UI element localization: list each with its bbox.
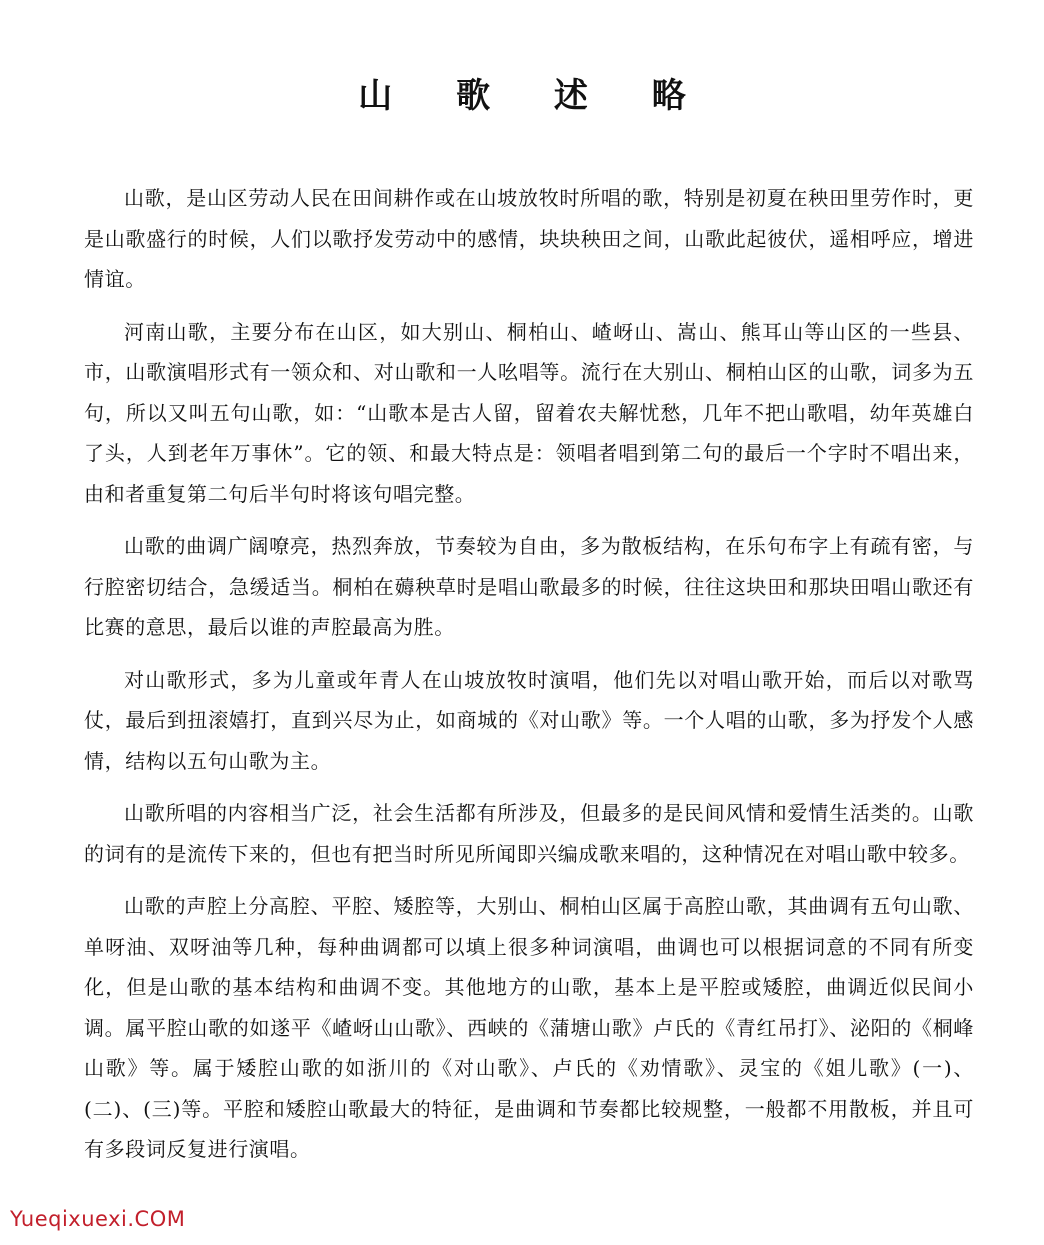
paragraph-intro: 山歌，是山区劳动人民在田间耕作或在山坡放牧时所唱的歌，特别是初夏在秧田里劳作时，更是山歌盛行的时候，人们以歌抒发劳动中的感情，块块秧田之间，山歌此起彼伏，遥相呼应，增进情谊。: [84, 186, 974, 291]
page-title: 山 歌 述 略: [358, 76, 712, 116]
article-body: [84, 178, 974, 1182]
paragraph-content: 山歌所唱的内容相当广泛，社会生活都有所涉及，但最多的是民间风情和爱情生活类的。山歌的词有的是流传下来的，但也有把当时所见所闻即兴编成歌来唱的，这种情况在对唱山歌中较多。: [84, 801, 974, 866]
paragraph-melody: 山歌的曲调广阔嘹亮，热烈奔放，节奏较为自由，多为散板结构，在乐句布字上有疏有密，与行腔密切结合，急缓适当。桐柏在薅秧草时是唱山歌最多的时候，往往这块田和那块田唱山歌还有比赛的意思，最后以谁的声腔最高为胜。: [84, 534, 974, 639]
paragraph-henan-shan-ge: 河南山歌，主要分布在山区，如大别山、桐柏山、嵖岈山、嵩山、熊耳山等山区的一些县、市，山歌演唱形式有一领众和、对山歌和一人吆唱等。流行在大别山、桐柏山区的山歌，词多为五句，所以又叫五句山歌，如：“山歌本是古人留，留着农夫解忧愁，几年不把山歌唱，幼年英雄白了头，人到老年万事休”。它的领、和最大特点是：领唱者唱到第二句的最后一个字时不唱出来，由和者重复第二句后半句时将该句唱完整。: [84, 319, 974, 506]
site-watermark: Yueqixuexi.COM: [10, 1207, 186, 1231]
paragraph-vocal-styles: 山歌的声腔上分高腔、平腔、矮腔等，大别山、桐柏山区属于高腔山歌，其曲调有五句山歌、单呀油、双呀油等几种，每种曲调都可以填上很多种词演唱，曲调也可以根据词意的不同有所变化，但是山歌的基本结构和曲调不变。其他地方的山歌，基本上是平腔或矮腔，曲调近似民间小调。属平腔山歌的如遂平《嵖岈山山歌》、西峡的《蒲塘山歌》卢氏的《青红吊打》、泌阳的《桐峰山歌》等。属于矮腔山歌的如浙川的《对山歌》、卢氏的《劝情歌》、灵宝的《姐儿歌》(一)、(二)、(三)等。平腔和矮腔山歌最大的特征，是曲调和节奏都比较规整，一般都不用散板，并且可有多段词反复进行演唱。: [84, 894, 974, 1161]
paragraph-dui-shan-ge: 对山歌形式，多为儿童或年青人在山坡放牧时演唱，他们先以对唱山歌开始，而后以对歌骂仗，最后到扭滚嬉打，直到兴尽为止，如商城的《对山歌》等。一个人唱的山歌，多为抒发个人感情，结构以五句山歌为主。: [84, 667, 974, 773]
